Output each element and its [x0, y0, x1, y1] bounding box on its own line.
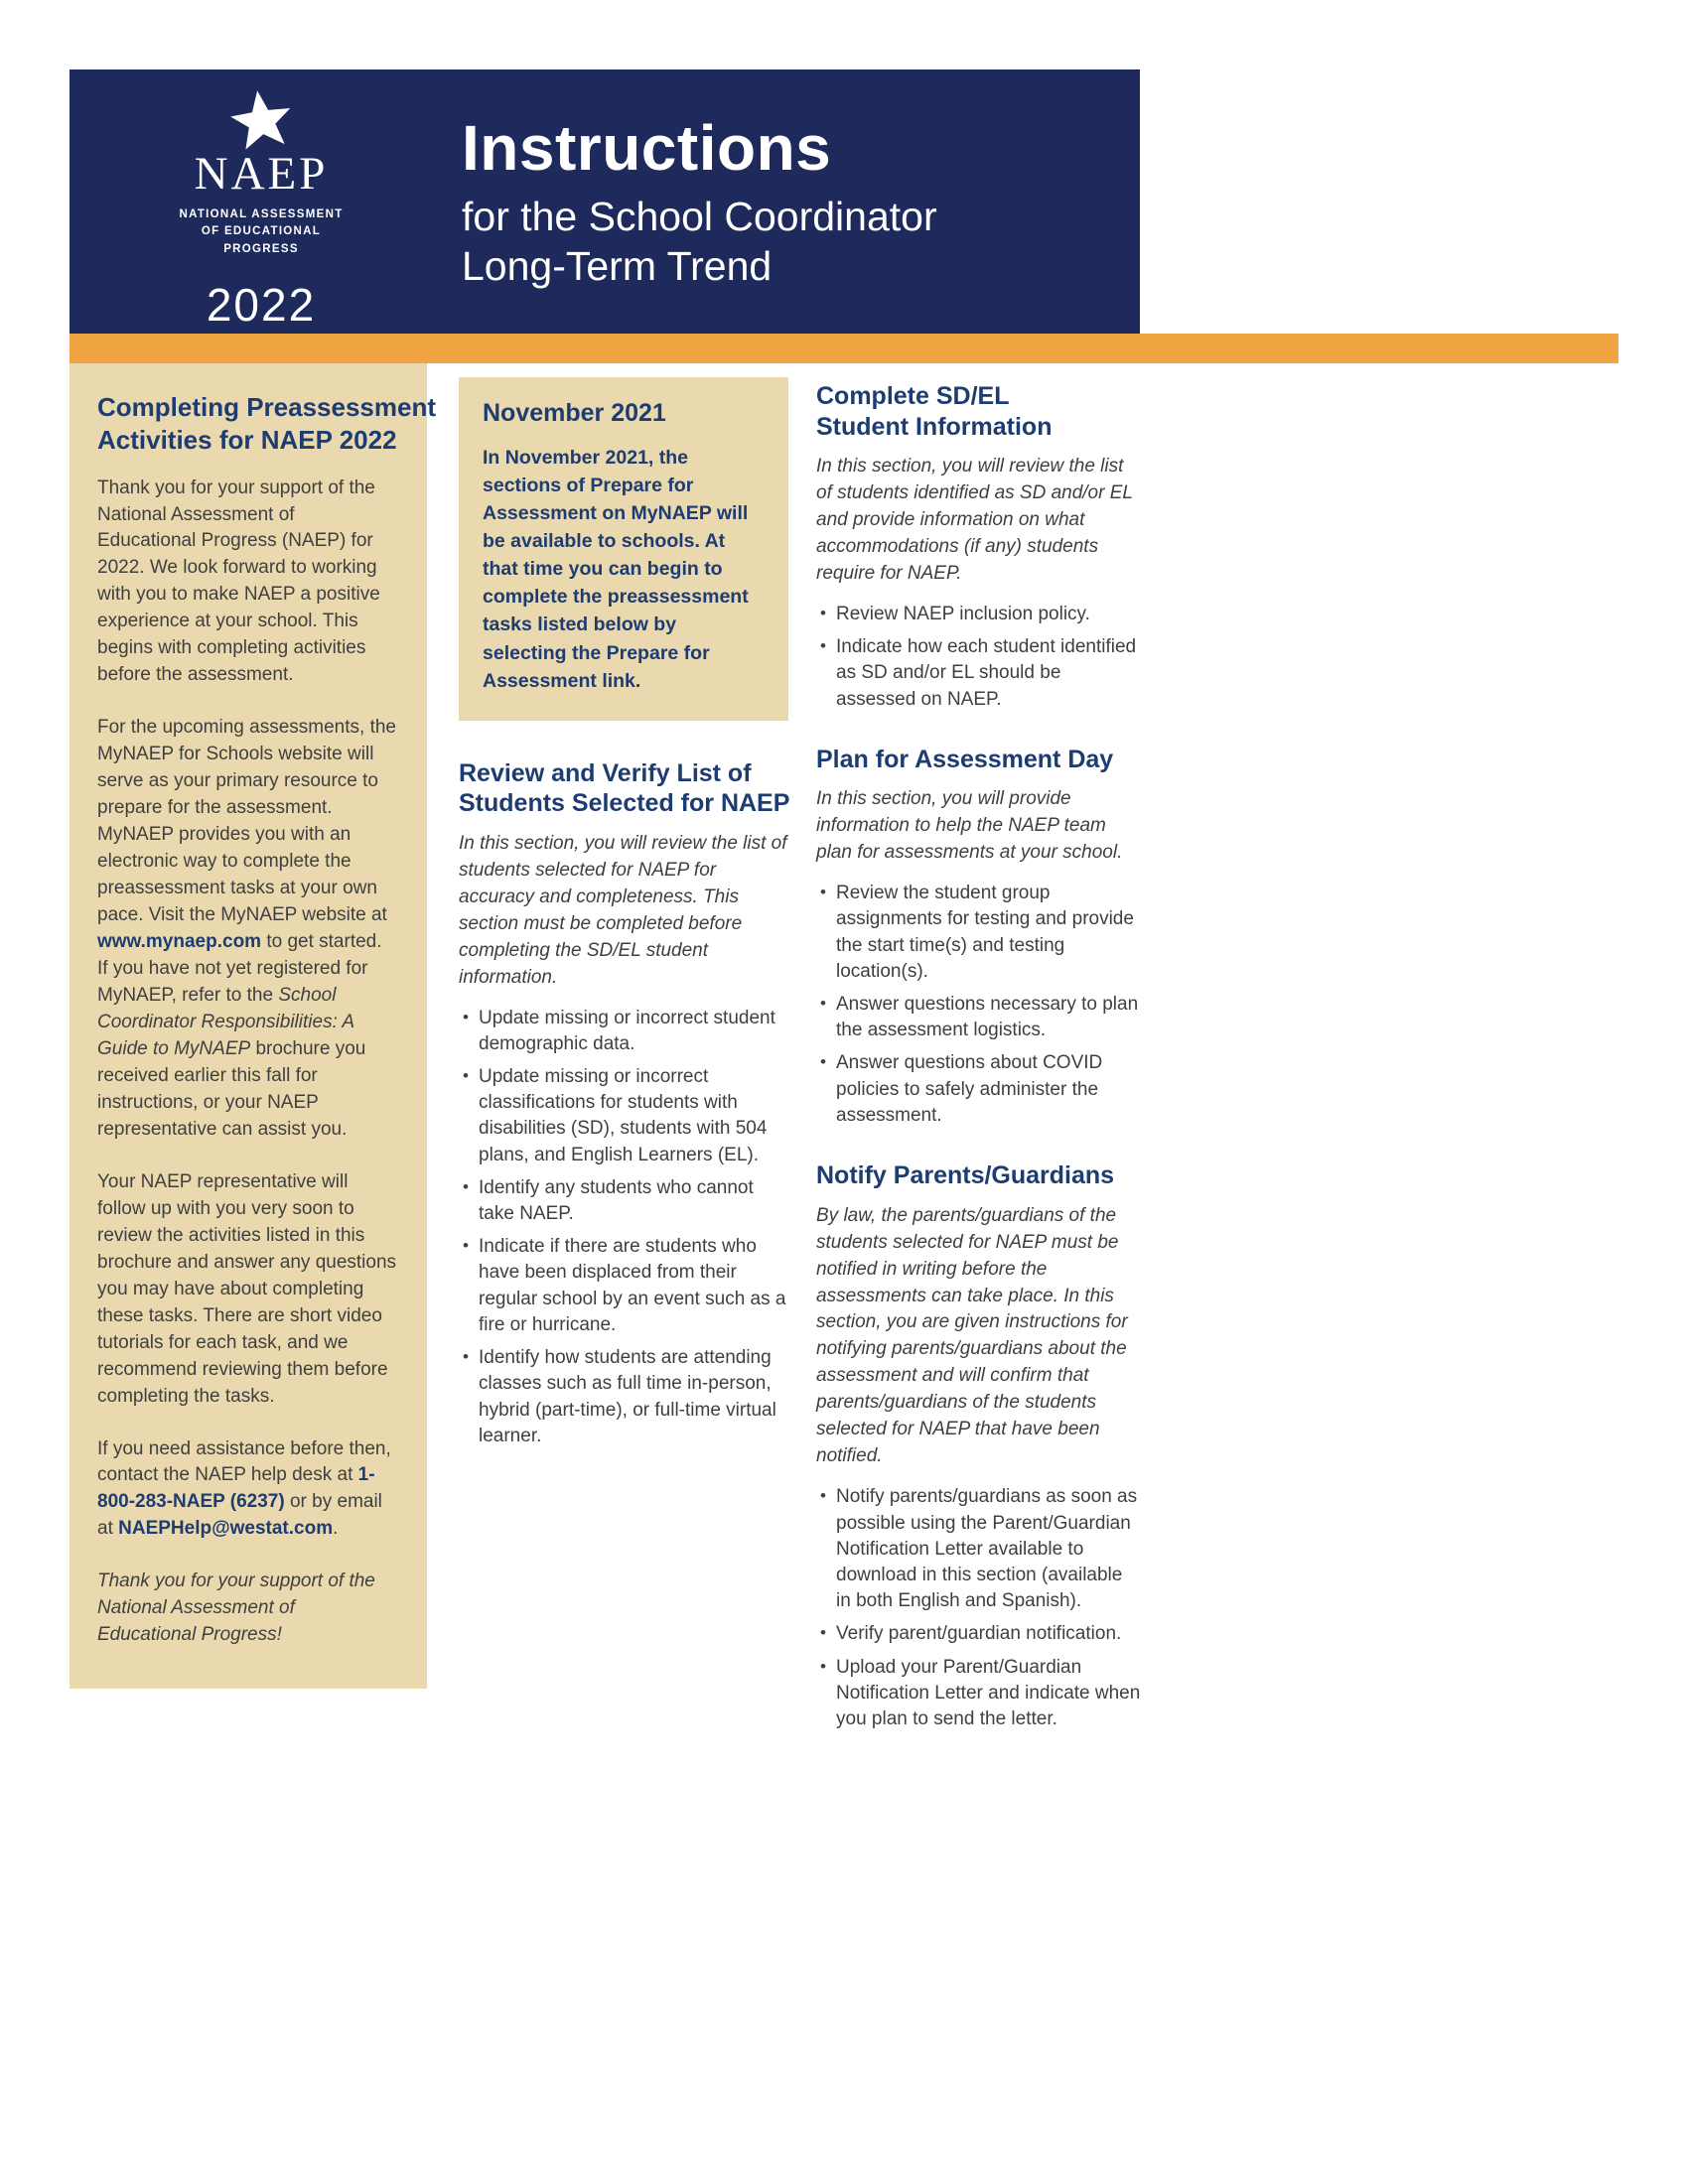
text-line: NATIONAL ASSESSMENT: [179, 208, 344, 220]
logo-brand: NAEP: [194, 148, 329, 200]
text-line: Activities for NAEP 2022: [97, 425, 397, 456]
bullet-item: • Upload your Parent/Guardian Notification Letter and indicate when you plan to send the letter.: [816, 1655, 1142, 1733]
bullet-item: • Update missing or incorrect student demographic data.: [459, 1006, 788, 1057]
bullet-item: • Update missing or incorrect classifications for students with disabilities (SD), students with 504 plans, and English Learners (EL).: [459, 1064, 788, 1168]
text-segment: to get started. If you have not yet registered for MyNAEP, refer to the: [97, 931, 382, 1006]
section-sdel: [816, 381, 1142, 713]
section-intro-plan: In this section, you will provide information to help the NAEP team plan for assessments at your school.: [816, 788, 1123, 864]
section-review-verify: [459, 758, 788, 1449]
bullet-item: • Verify parent/guardian notification.: [816, 1621, 1142, 1647]
text-line: Long-Term Trend: [462, 243, 773, 290]
text-segment: NAEPHelp@westat.com: [118, 1518, 334, 1540]
text-line: Review and Verify List of: [459, 758, 752, 787]
section-heading-sdel: [816, 381, 1142, 442]
callout-heading: November 2021: [483, 399, 666, 427]
text-line: Completing Preassessment: [97, 392, 437, 422]
text-segment: www.mynaep.com: [97, 931, 262, 953]
intro-paragraph-4: [97, 1436, 397, 1544]
left-panel: [70, 363, 437, 1689]
naep-logo: [177, 87, 346, 332]
bullet-list-notify: [816, 1484, 1142, 1732]
bullet-item: • Indicate if there are students who have been displaced from their regular school by an event such as a fire or hurricane.: [459, 1234, 788, 1338]
bullet-item: • Indicate how each student identified as SD and/or EL should be assessed on NAEP.: [816, 634, 1142, 713]
text-segment: 1-800-283-NAEP (6237): [97, 1464, 375, 1513]
page-subtitle: [462, 192, 937, 291]
bullet-list-plan: [816, 881, 1142, 1129]
closing-thanks: [97, 1569, 397, 1649]
section-intro-review: In this section, you will review the list of students selected for NAEP for accuracy and completeness. This section must be completed before completing the SD/EL student information.: [459, 832, 787, 988]
section-intro-notify: By law, the parents/guardians of the students selected for NAEP must be notified in writing before the assessments can take place. In this section, you are given instructions for notifying parents/guardians about the assessment and will confirm that parents/guardians of the students selected for NAEP that have been notified.: [816, 1204, 1128, 1467]
bullet-list-sdel: [816, 602, 1142, 713]
text-segment: .: [333, 1518, 339, 1540]
section-plan-day: [816, 745, 1142, 1129]
text-line: Notify Parents/Guardians: [816, 1161, 1115, 1190]
section-notify-parents: [816, 1160, 1142, 1732]
november-callout: [459, 377, 788, 721]
text-line: OF EDUCATIONAL: [201, 225, 322, 238]
text-line: PROGRESS: [223, 242, 299, 255]
text-segment: If you need assistance before then, contact the NAEP help desk at: [97, 1437, 391, 1486]
title-block: [462, 112, 937, 291]
text-line: Complete SD/EL: [816, 382, 1010, 410]
section-intro-sdel: In this section, you will review the list of students identified as SD and/or EL and provide information on what accommodations (if any) students require for NAEP.: [816, 456, 1133, 584]
text-segment: brochure you received earlier this fall for instructions, or your NAEP representative can assist you.: [97, 1037, 366, 1140]
accent-bar: [70, 334, 1618, 363]
text-segment: School Coordinator Responsibilities: A Guide to MyNAEP: [97, 984, 354, 1059]
bullet-item: • Answer questions necessary to plan the assessment logistics.: [816, 992, 1142, 1043]
header-banner: [70, 69, 1140, 334]
text-line: Plan for Assessment Day: [816, 745, 1114, 773]
logo-year: 2022: [206, 278, 317, 331]
text-segment: For the upcoming assessments, the MyNAEP for Schools website will serve as your primary resource to prepare for the assessment. MyNAEP provides you with an electronic way to complete the preassessment tasks at your own pace. Visit the MyNAEP website at: [97, 717, 396, 926]
middle-column: [459, 377, 788, 1456]
bullet-item: • Answer questions about COVID policies to safely administer the assessment.: [816, 1050, 1142, 1129]
bullet-item: • Identify any students who cannot take NAEP.: [459, 1175, 788, 1227]
section-heading-plan: [816, 745, 1142, 775]
callout-body: In November 2021, the sections of Prepare for Assessment on MyNAEP will be available to schools. At that time you can begin to complete the preassessment tasks listed below by selecting the Prepare for Assessment link.: [483, 447, 749, 692]
section-heading-review: [459, 758, 788, 819]
text-segment: Thank you for your support of the National Assessment of Educational Progress (NAEP) for 2022. We look forward to working with you to make NAEP a positive experience at your school. This begins with completing activities before the assessment.: [97, 477, 380, 686]
text-line: for the School Coordinator: [462, 194, 937, 240]
bullet-item: • Review NAEP inclusion policy.: [816, 602, 1142, 627]
bullet-item: • Identify how students are attending classes such as full time in-person, hybrid (part-time), or full-time virtual learner.: [459, 1345, 788, 1449]
text-segment: or by email at: [97, 1491, 382, 1540]
text-line: Students Selected for NAEP: [459, 789, 790, 818]
bullet-item: • Notify parents/guardians as soon as possible using the Parent/Guardian Notification Letter available to download in this section (available in both English and Spanish).: [816, 1484, 1142, 1614]
bullet-list-review: [459, 1006, 788, 1450]
intro-paragraph-1: [97, 476, 397, 690]
text-line: Student Information: [816, 412, 1053, 441]
text-segment: Thank you for your support of the National Assessment of Educational Progress!: [97, 1570, 375, 1646]
intro-paragraph-3: [97, 1169, 397, 1411]
text-segment: Your NAEP representative will follow up with you very soon to review the activities listed in this brochure and answer any questions you may have about completing these tasks. There are short video tutorials for each task, and we recommend reviewing them before completing the tasks.: [97, 1170, 397, 1407]
left-panel-heading: [97, 391, 437, 458]
page-title: Instructions: [462, 112, 832, 184]
naep-star-icon: [177, 87, 346, 149]
bullet-item: • Review the student group assignments for testing and provide the start time(s) and testing location(s).: [816, 881, 1142, 985]
intro-paragraph-2: [97, 715, 397, 1144]
right-column: [816, 381, 1142, 1739]
section-heading-notify: [816, 1160, 1142, 1191]
logo-tagline: [177, 206, 346, 258]
